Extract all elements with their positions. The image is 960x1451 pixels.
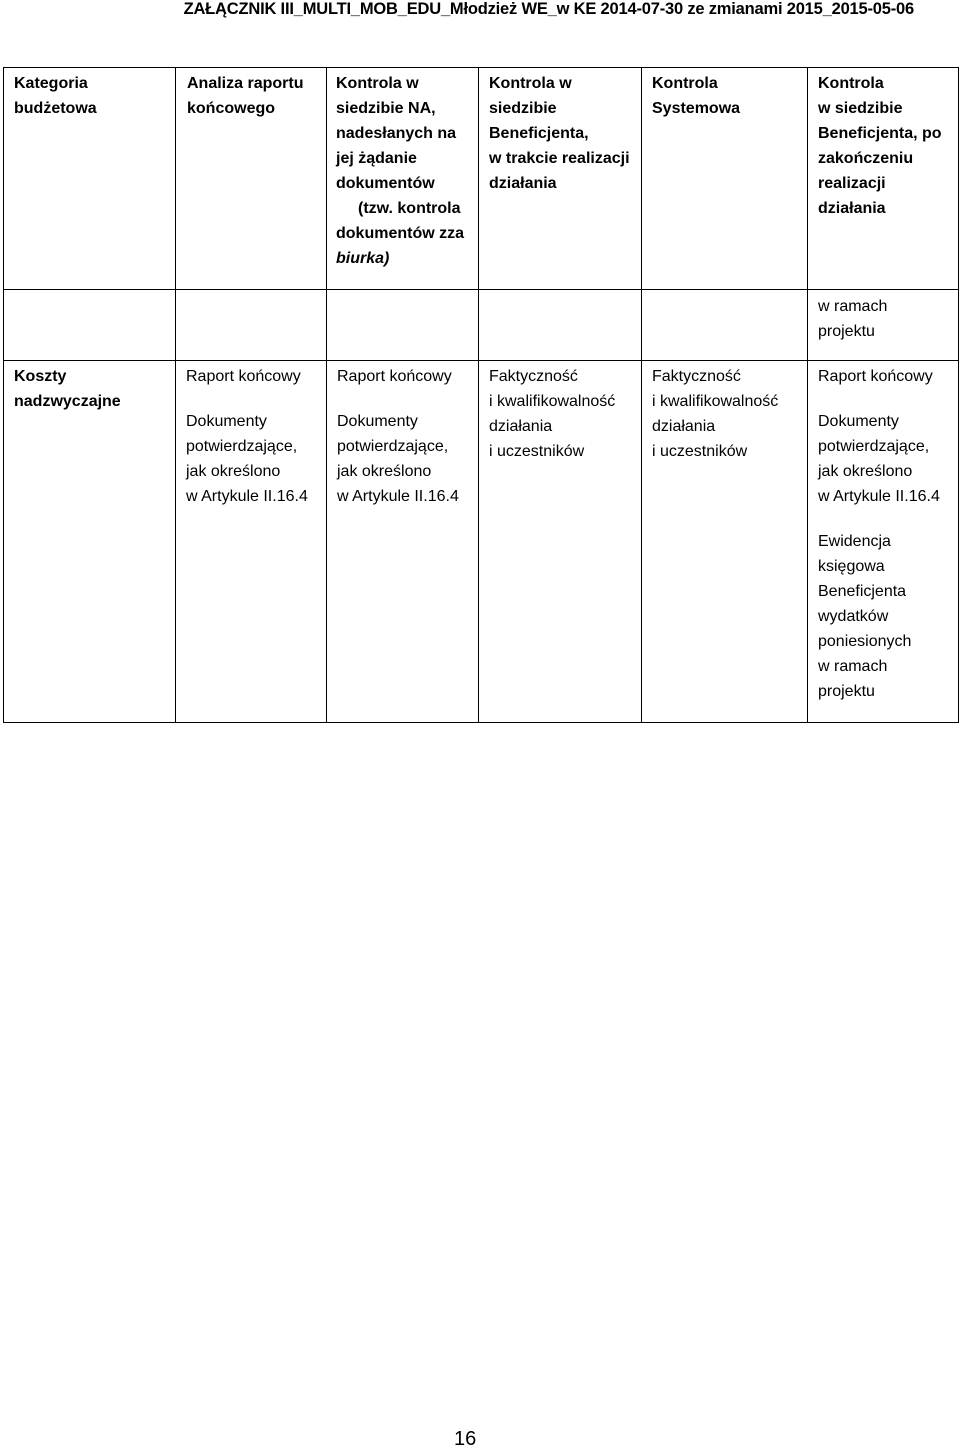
header-continuation-cell: w ramach projektu [808, 290, 959, 361]
header-cell-systemic: Kontrola Systemowa [642, 68, 808, 290]
empty-cell [327, 290, 479, 361]
cell-systemic: Faktyczność i kwalifikowalność działania i uczestników [642, 361, 808, 723]
empty-cell [642, 290, 808, 361]
table-header-row [4, 68, 959, 290]
header-cell-category: Kategoria budżetowa [4, 68, 176, 290]
empty-cell [4, 290, 176, 361]
header-cell-onsite-after: Kontrola w siedzibie Beneficjenta, po zakończeniu realizacji działania [808, 68, 959, 290]
header-cell-desk-check: Kontrola w siedzibie NA, nadesłanych na jej żądanie dokumentów (tzw. kontrola dokumentów zza biurka) [327, 68, 479, 290]
cell-onsite-after: Raport końcowy Dokumenty potwierdzające, jak określono w Artykule II.16.4 Ewidencja księgowa Beneficjenta wydatków poniesionych w ramach projektu [808, 361, 959, 723]
page-number: 16 [454, 1428, 477, 1450]
header-continuation-row [4, 290, 959, 361]
header-cell-onsite-during: Kontrola w siedzibie Beneficjenta, w trakcie realizacji działania [479, 68, 642, 290]
table-row [4, 361, 959, 723]
empty-cell [176, 290, 327, 361]
cell-desk-check: Raport końcowy Dokumenty potwierdzające, jak określono w Artykule II.16.4 [327, 361, 479, 723]
control-table [3, 67, 959, 723]
cell-report-analysis: Raport końcowy Dokumenty potwierdzające, jak określono w Artykule II.16.4 [176, 361, 327, 723]
header-cell-report-analysis: Analiza raportu końcowego [176, 68, 327, 290]
document-header: ZAŁĄCZNIK III_MULTI_MOB_EDU_Młodzież WE_w KE 2014-07-30 ze zmianami 2015_2015-05-06 [183, 0, 914, 18]
cell-onsite-during: Faktyczność i kwalifikowalność działania i uczestników [479, 361, 642, 723]
empty-cell [479, 290, 642, 361]
cell-category: Koszty nadzwyczajne [4, 361, 176, 723]
